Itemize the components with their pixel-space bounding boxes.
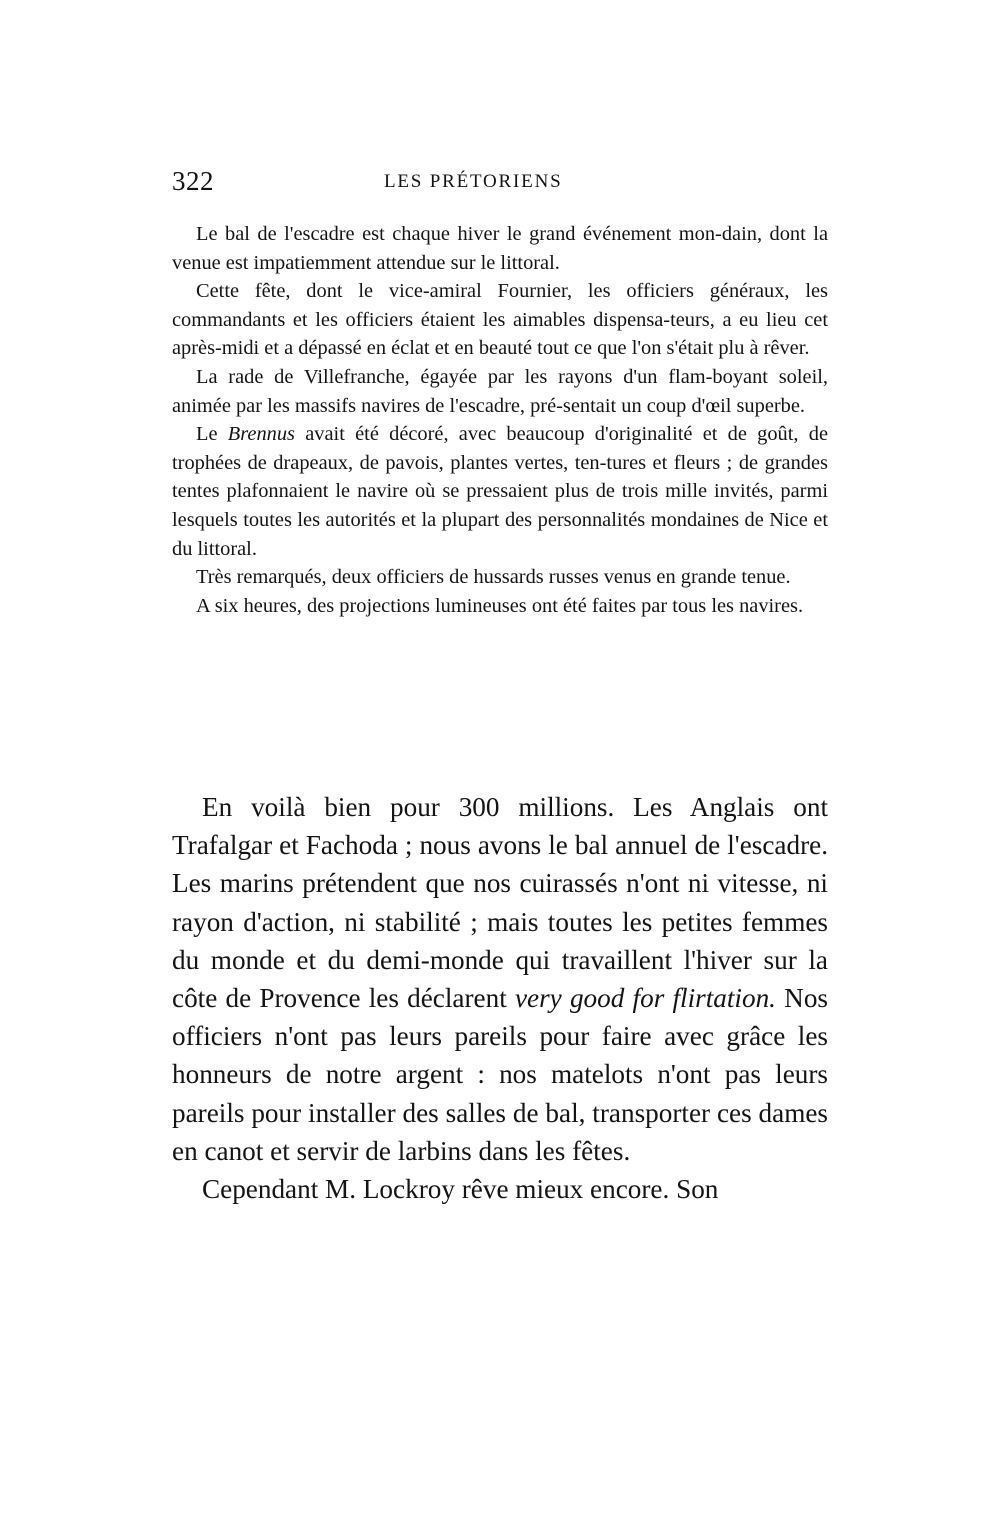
quote-paragraph: Le bal de l'escadre est chaque hiver le grand événement mon-dain, dont la venue est impatiemment attendue sur le littoral. — [172, 223, 828, 274]
running-head — [172, 166, 828, 202]
italic-phrase: very good for flirtation. — [514, 983, 776, 1014]
main-text — [172, 788, 828, 1208]
main-text-run: En voilà bien pour 300 millions. Les Anglais ont Trafalgar et Fachoda ; nous avons le bal annuel de l'escadre. Les marins prétendent que nos cuirassés n'ont ni vitesse, ni rayon d'action, ni stabilité ; mais toutes les petites femmes du monde et du demi-monde qui travaillent l'hiver sur la côte de Provence les déclarent — [172, 792, 828, 1014]
running-title: LES PRÉTORIENS — [384, 171, 563, 192]
ship-name: Brennus — [227, 423, 295, 446]
quote-paragraph — [172, 420, 828, 563]
quoted-newspaper-excerpt — [172, 220, 828, 620]
quote-text: avait été décoré, avec beaucoup d'originalité et de goût, de trophées de drapeaux, de pavois, plantes vertes, ten-tures et fleurs ; de grandes tentes plafonnaient le navire où se pressaient plus de trois mille invités, parmi lesquels toutes les autorités et la plupart des personnalités mondaines de Nice et du littoral. — [172, 423, 829, 560]
page-number: 322 — [172, 166, 214, 196]
main-paragraph: Cependant M. Lockroy rêve mieux encore. Son — [202, 1174, 719, 1205]
quote-paragraph: A six heures, des projections lumineuses ont été faites par tous les navires. — [196, 594, 804, 617]
main-text-run: Nos officiers n'ont pas leurs pareils pour faire avec grâce les honneurs de notre argent : nos matelots n'ont pas leurs pareils pour installer des salles de bal, transporter ces dames en canot et servir de larbins dans les fêtes. — [172, 983, 828, 1166]
quote-paragraph: Très remarqués, deux officiers de hussards russes venus en grande tenue. — [196, 566, 791, 589]
quote-paragraph: Cette fête, dont le vice-amiral Fournier, les officiers généraux, les commandants et les officiers étaient les aimables dispensa-teurs, a eu lieu cet après-midi et a dépassé en éclat et en beauté tout ce que l'on s'était plu à rêver. — [172, 280, 828, 360]
quote-paragraph: La rade de Villefranche, égayée par les rayons d'un flam-boyant soleil, animée par les massifs navires de l'escadre, pré-sentait un coup d'œil superbe. — [172, 365, 828, 417]
quote-text: Le — [196, 423, 228, 446]
main-paragraph — [172, 788, 828, 1170]
